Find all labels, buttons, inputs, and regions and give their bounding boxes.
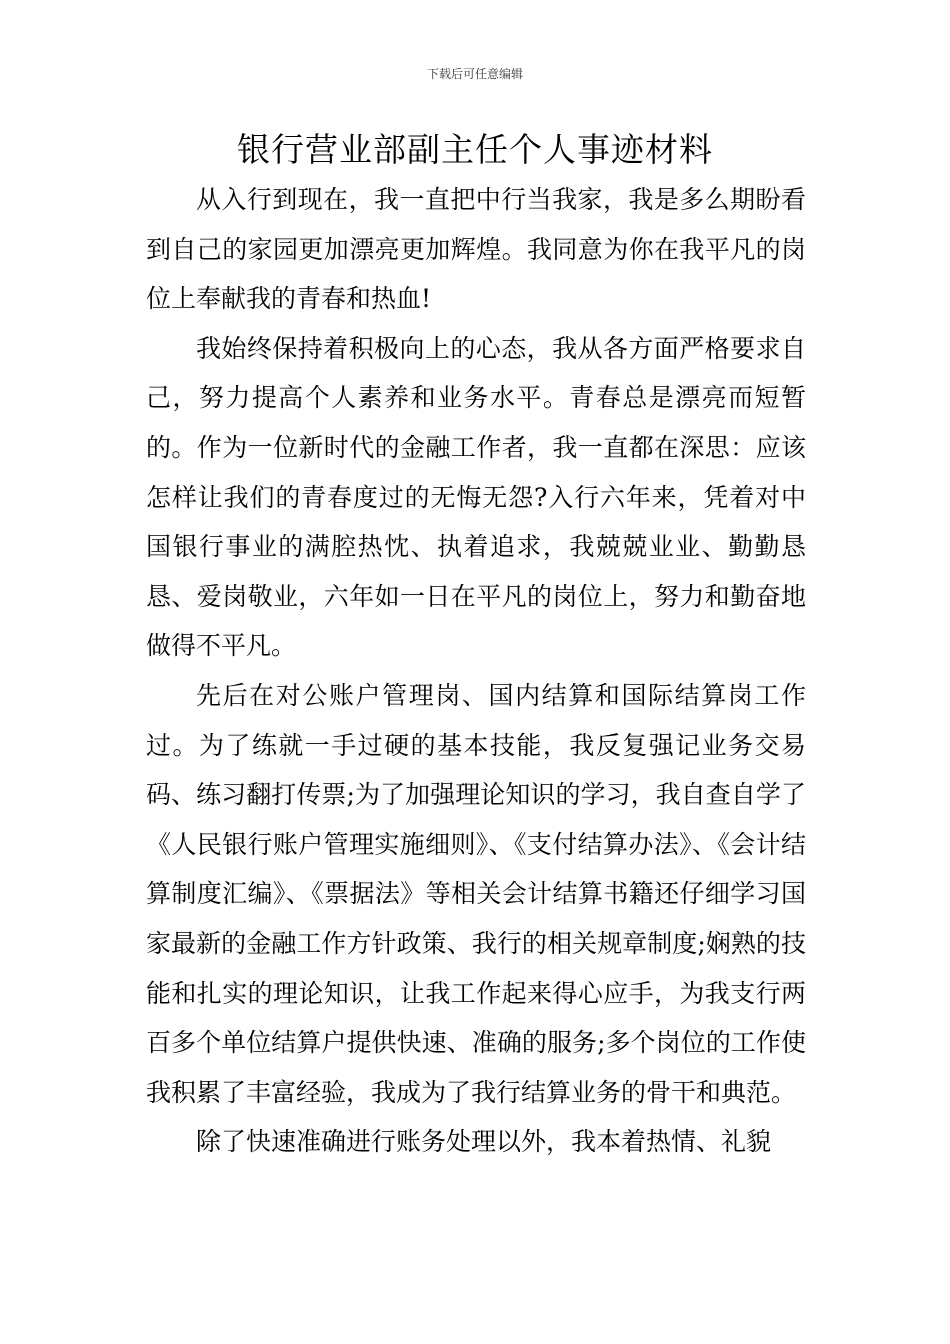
document-body (146, 175, 806, 1167)
header-note: 下载后可任意编辑 (426, 67, 523, 81)
document-title: 银行营业部副主任个人事迹材料 (237, 130, 713, 169)
paragraph-1: 从入行到现在，我一直把中行当我家，我是多么期盼看到自己的家园更加漂亮更加辉煌。我同意为你在我平凡的岗位上奉献我的青春和热血! (146, 185, 806, 314)
paragraph-3: 先后在对公账户管理岗、国内结算和国际结算岗工作过。为了练就一手过硬的基本技能，我反复强记业务交易码、练习翻打传票;为了加强理论知识的学习，我自查自学了《人民银行账户管理实施细则》、《支付结算办法》、《会计结算制度汇编》、《票据法》等相关会计结算书籍还仔细学习国家最新的金融工作方针政策、我行的相关规章制度;娴熟的技能和扎实的理论知识，让我工作起来得心应手，为我支行两百多个单位结算户提供快速、准确的服务;多个岗位的工作使我积累了丰富经验，我成为了我行结算业务的骨干和典范。 (146, 680, 806, 1107)
paragraph-2: 我始终保持着积极向上的心态，我从各方面严格要求自己，努力提高个人素养和业务水平。青春总是漂亮而短暂的。作为一位新时代的金融工作者，我一直都在深思：应该怎样让我们的青春度过的无悔无怨?入行六年来，凭着对中国银行事业的满腔热忱、执着追求，我兢兢业业、勤勤恳恳、爱岗敬业，六年如一日在平凡的岗位上，努力和勤奋地做得不平凡。 (146, 333, 806, 661)
paragraph-4: 除了快速准确进行账务处理以外，我本着热情、礼貌 (196, 1127, 772, 1157)
